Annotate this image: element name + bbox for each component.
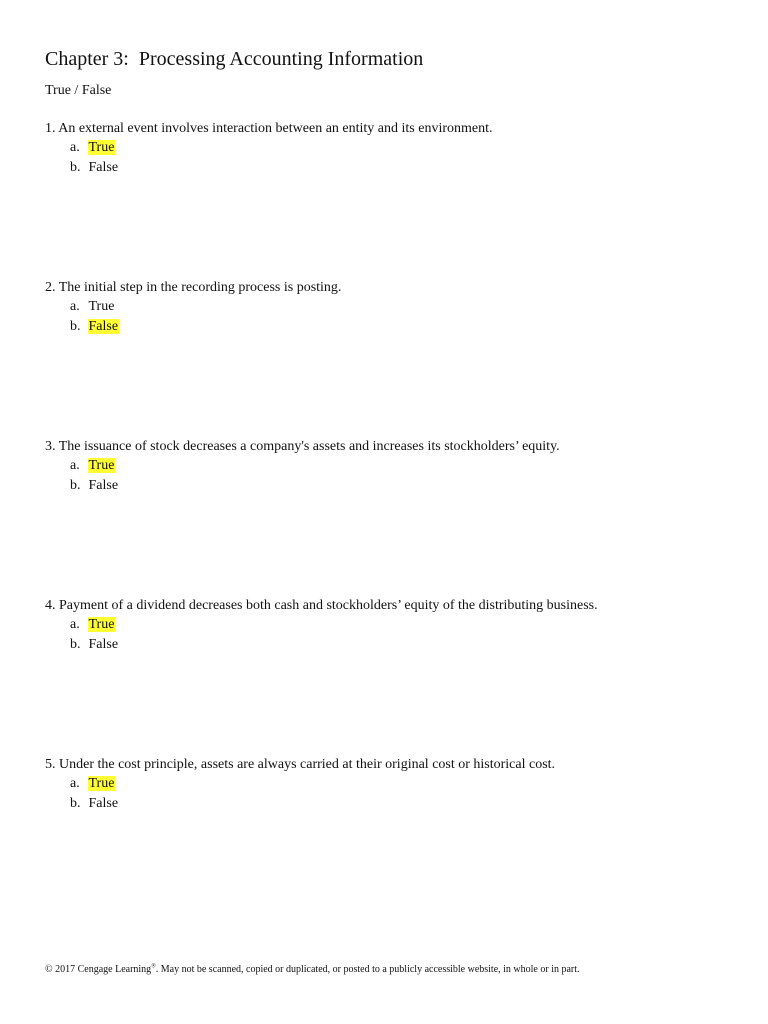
option-b [45, 635, 745, 655]
question-number: 5. [45, 757, 56, 772]
question-number: 4. [45, 598, 56, 613]
option-label-highlighted: True [88, 458, 115, 473]
option-label: False [88, 477, 119, 493]
option-a [45, 138, 745, 158]
question-3 [45, 437, 745, 495]
option-label: False [88, 795, 119, 811]
copyright-footer [45, 963, 580, 977]
question-text [45, 437, 745, 456]
option-letter: b. [70, 318, 81, 334]
option-letter: a. [70, 617, 80, 632]
copyright-prefix: © 2017 Cengage Learning [45, 964, 152, 975]
question-1 [45, 119, 745, 177]
option-a [45, 456, 745, 476]
option-a [45, 774, 745, 794]
option-label: False [88, 159, 119, 175]
option-letter: a. [70, 776, 80, 791]
option-a [45, 615, 745, 635]
option-letter: b. [70, 477, 81, 493]
option-label: True [88, 299, 115, 314]
section-heading: True / False [45, 83, 112, 98]
question-number: 3. [45, 439, 56, 454]
question-prompt: Payment of a dividend decreases both cash and stockholders’ equity of the distributing business. [59, 598, 598, 613]
option-letter: b. [70, 795, 81, 811]
question-number: 2. [45, 280, 56, 295]
question-prompt: The issuance of stock decreases a company's assets and increases its stockholders’ equity. [58, 439, 560, 454]
option-letter: a. [70, 140, 80, 155]
option-b [45, 794, 745, 814]
option-letter: b. [70, 159, 81, 175]
option-label-highlighted: True [88, 776, 115, 791]
page-title: Chapter 3: Processing Accounting Information [45, 48, 424, 70]
question-2 [45, 278, 745, 336]
option-label-highlighted: False [88, 318, 119, 334]
option-letter: b. [70, 636, 81, 652]
registered-mark: ® [151, 963, 156, 970]
option-b [45, 158, 745, 178]
question-4 [45, 596, 745, 654]
question-text [45, 755, 745, 774]
option-letter: a. [70, 299, 80, 314]
question-text [45, 119, 745, 138]
question-text [45, 596, 745, 615]
option-label: False [88, 636, 119, 652]
question-5 [45, 755, 745, 813]
copyright-suffix: . May not be scanned, copied or duplicated, or posted to a publicly accessible website, in whole or in part. [155, 964, 580, 975]
question-text [45, 278, 745, 297]
question-prompt: An external event involves interaction between an entity and its environment. [58, 121, 493, 136]
option-label-highlighted: True [88, 140, 115, 155]
option-letter: a. [70, 458, 80, 473]
option-b [45, 476, 745, 496]
question-number: 1. [45, 121, 56, 136]
question-prompt: The initial step in the recording process is posting. [58, 280, 342, 295]
question-prompt: Under the cost principle, assets are always carried at their original cost or historical cost. [59, 757, 556, 772]
option-a [45, 297, 745, 317]
option-b [45, 317, 745, 337]
option-label-highlighted: True [88, 617, 115, 632]
